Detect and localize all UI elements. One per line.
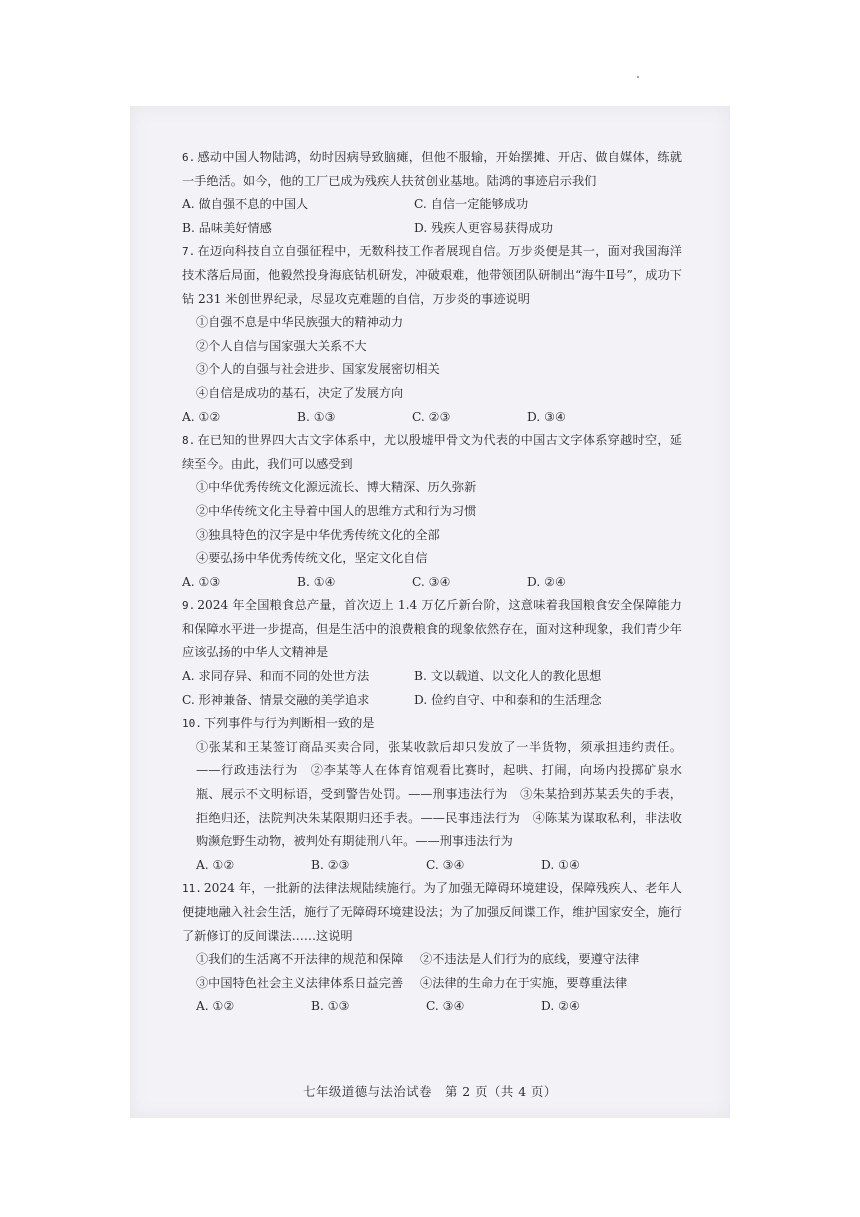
question-8-option-c[interactable]: C. ③④ (412, 574, 451, 589)
question-6-option-d[interactable]: D. 残疾人更容易获得成功 (414, 220, 553, 235)
question-10-option-d[interactable]: D. ①④ (541, 857, 580, 872)
question-10-options (182, 854, 682, 878)
question-9-text: 2024 年全国粮食总产量，首次迈上 1.4 万亿斤新台阶，这意味着我国粮食安全保障能力和保障水平进一步提高，但是生活中的浪费粮食的现象依然存在，面对这种现象，我们青少年应该弘扬的中华人文精神是 (182, 598, 682, 660)
question-6-option-c[interactable]: C. 自信一定能够成功 (414, 197, 529, 212)
question-11-options (182, 995, 682, 1019)
question-11-number: 11. (182, 882, 202, 896)
question-8-statement-1: ①中华优秀传统文化源远流长、博大精深、历久弥新 (196, 480, 477, 495)
question-6-options (182, 193, 682, 240)
question-9 (182, 594, 682, 712)
scan-speck (637, 76, 639, 78)
question-7-statements (182, 311, 682, 405)
question-9-options (182, 665, 682, 712)
question-6-option-b[interactable]: B. 品味美好情感 (182, 220, 272, 235)
question-8-statement-3: ③独具特色的汉字是中华优秀传统文化的全部 (196, 527, 440, 542)
question-8 (182, 429, 682, 594)
question-10-text: 下列事件与行为判断相一致的是 (203, 716, 375, 731)
exam-content (182, 146, 682, 1019)
question-10-option-a[interactable]: A. ①② (196, 857, 235, 872)
question-11-statement-2: ②不违法是人们行为的底线，要遵守法律 (420, 952, 640, 967)
question-8-text: 在已知的世界四大古文字体系中，尤以殷墟甲骨文为代表的中国古文字体系穿越时空，延续至今。由此，我们可以感受到 (182, 433, 682, 471)
question-11-stem (182, 877, 682, 948)
question-8-options (182, 571, 682, 595)
question-7 (182, 240, 682, 429)
question-8-number: 8. (182, 434, 196, 448)
question-8-option-a[interactable]: A. ①③ (182, 574, 221, 589)
question-10-number: 10. (182, 717, 202, 731)
question-11-option-c[interactable]: C. ③④ (426, 999, 465, 1014)
question-11-text: 2024 年，一批新的法律法规陆续施行。为了加强无障碍环境建设，保障残疾人、老年人便捷地融入社会生活，施行了无障碍环境建设法；为了加强反间谍工作，维护国家安全，施行了新修订的反间谍法……这说明 (182, 881, 682, 943)
question-11-option-b[interactable]: B. ①③ (311, 999, 350, 1014)
question-8-stem (182, 429, 682, 476)
question-10-option-b[interactable]: B. ②③ (311, 857, 350, 872)
question-9-option-b[interactable]: B. 文以载道、以文化人的教化思想 (414, 669, 602, 684)
question-10 (182, 712, 682, 877)
question-7-statement-3: ③个人的自强与社会进步、国家发展密切相关 (196, 362, 440, 377)
question-9-number: 9. (182, 599, 196, 613)
question-11-option-d[interactable]: D. ②④ (541, 999, 580, 1014)
question-8-option-b[interactable]: B. ①④ (297, 574, 336, 589)
question-8-statements (182, 476, 682, 570)
question-11-statements (182, 948, 682, 995)
question-11 (182, 877, 682, 1019)
question-6-number: 6. (182, 151, 196, 164)
question-7-statement-2: ②个人自信与国家强大关系不大 (196, 338, 367, 353)
question-11-statement-4: ④法律的生命力在于实施，要尊重法律 (420, 975, 628, 990)
question-7-options (182, 406, 682, 430)
question-7-stem (182, 240, 682, 311)
question-11-statement-3: ③中国特色社会主义法律体系日益完善 (196, 975, 404, 990)
question-8-option-d[interactable]: D. ②④ (527, 574, 566, 589)
question-7-number: 7. (182, 245, 196, 259)
question-6-stem (182, 146, 682, 193)
question-6-option-a[interactable]: A. 做自强不息的中国人 (182, 197, 309, 212)
question-8-statement-4: ④要弘扬中华优秀传统文化，坚定文化自信 (196, 551, 428, 566)
question-7-text: 在迈向科技自立自强征程中，无数科技工作者展现自信。万步炎便是其一，面对我国海洋技术落后局面，他毅然投身海底钻机研发，冲破艰难，他带领团队研制出“海牛Ⅱ号”，成功下钻 231 米创世界纪录，尽显攻克难题的自信，万步炎的事迹说明 (182, 244, 682, 306)
question-7-option-d[interactable]: D. ③④ (527, 409, 566, 424)
question-11-statement-1: ①我们的生活离不开法律的规范和保障 (196, 952, 404, 967)
question-10-option-c[interactable]: C. ③④ (426, 857, 465, 872)
page-footer: 七年级道德与法治试卷 第 2 页（共 4 页） (303, 1084, 557, 1099)
question-10-events: ①张某和王某签订商品买卖合同，张某收款后却只发放了一半货物，须承担违约责任。——行政违法行为 ②李某等人在体育馆观看比赛时，起哄、打闹，向场内投掷矿泉水瓶、展示不文明标语，受到警告处罚。——刑事违法行为 ③朱某拾到苏某丢失的手表，拒绝归还，法院判决朱某限期归还手表。——民事违法行为 ④陈某为谋取私利，非法收购濒危野生动物，被判处有期徒刑八年。——刑事违法行为 (196, 739, 682, 849)
question-6 (182, 146, 682, 240)
question-7-statement-4: ④自信是成功的基石，决定了发展方向 (196, 385, 404, 400)
question-9-option-c[interactable]: C. 形神兼备、情景交融的美学追求 (182, 692, 370, 707)
question-6-text: 感动中国人物陆鸿，幼时因病导致脑瘫，但他不服输，开始摆摊、开店、做自媒体，练就一手绝活。如今，他的工厂已成为残疾人扶贫创业基地。陆鸿的事迹启示我们 (182, 150, 682, 188)
question-11-option-a[interactable]: A. ①② (196, 999, 235, 1014)
question-9-option-d[interactable]: D. 俭约自守、中和泰和的生活理念 (414, 692, 602, 707)
question-10-stem (182, 712, 682, 736)
question-9-stem (182, 594, 682, 665)
question-7-option-c[interactable]: C. ②③ (412, 409, 451, 424)
question-9-option-a[interactable]: A. 求同存异、和而不同的处世方法 (182, 669, 370, 684)
question-7-option-b[interactable]: B. ①③ (297, 409, 336, 424)
question-8-statement-2: ②中华传统文化主导着中国人的思维方式和行为习惯 (196, 503, 477, 518)
question-7-statement-1: ①自强不息是中华民族强大的精神动力 (196, 315, 404, 330)
question-7-option-a[interactable]: A. ①② (182, 409, 221, 424)
